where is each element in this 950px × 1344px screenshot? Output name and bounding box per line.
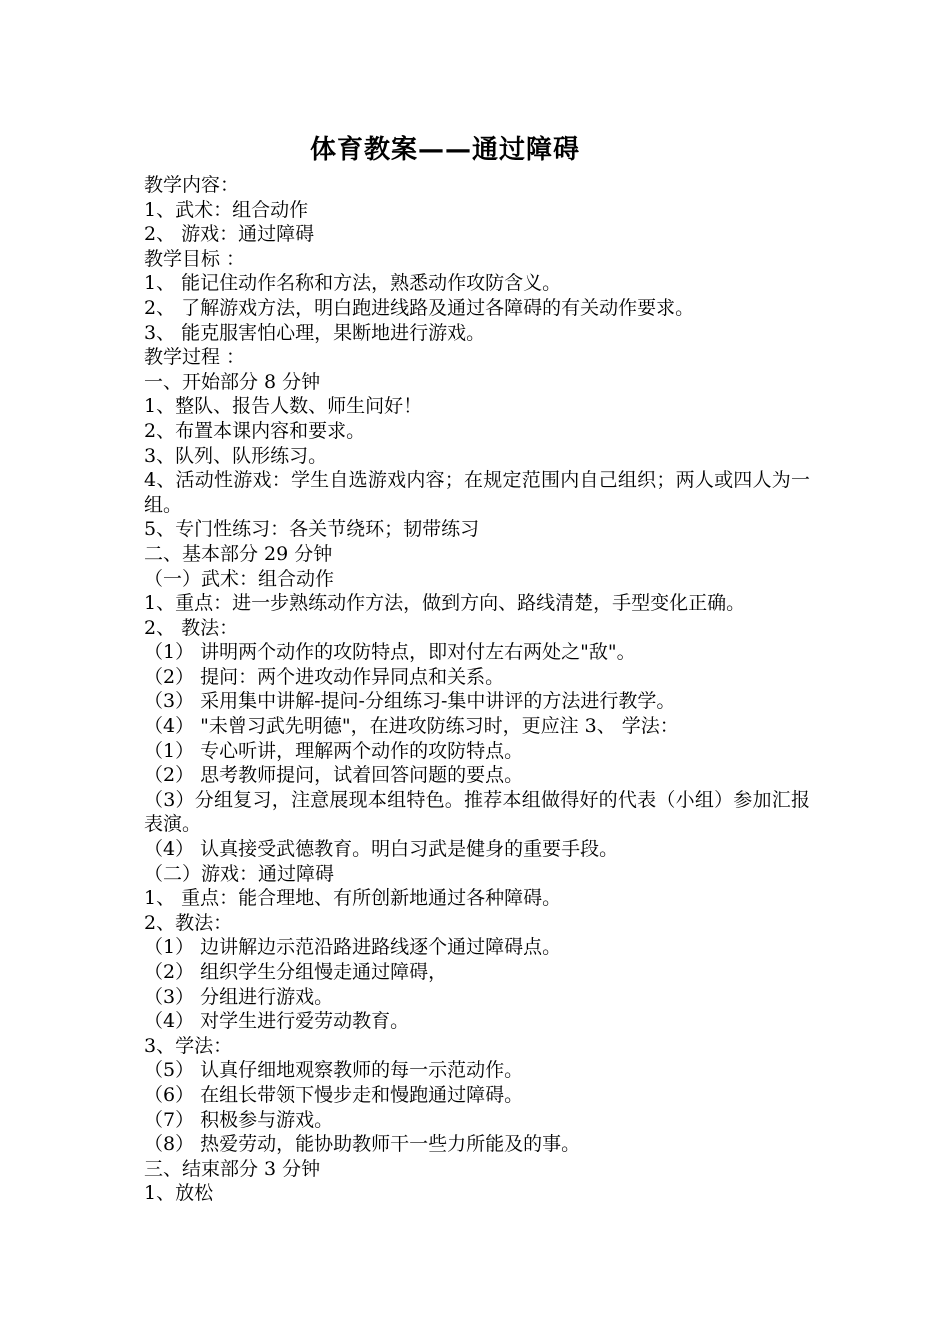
process-item: 3、队列、队形练习。 (144, 444, 328, 467)
section-heading-content: 教学内容： (144, 174, 240, 196)
wushu-item: （4） 认真接受武德教育。明白习武是健身的重要手段。 (144, 838, 619, 861)
game-item: 3、学法： (144, 1034, 233, 1057)
wushu-item: 2、 教法： (144, 616, 239, 639)
game-item: 2、教法： (144, 911, 233, 934)
content-item: 1、武术：组合动作 (144, 198, 309, 221)
subsection-heading-game: （二）游戏：通过障碍 (144, 862, 335, 885)
process-item: 1、整队、报告人数、师生问好！ (144, 395, 423, 418)
goal-item: 1、 能记住动作名称和方法，熟悉动作攻防含义。 (144, 272, 562, 295)
wushu-item: （3） 采用集中讲解-提问-分组练习-集中讲评的方法进行教学。 (144, 690, 676, 713)
section-heading-process: 教学过程 ： (144, 346, 246, 369)
goal-item: 2、 了解游戏方法，明白跑进线路及通过各障碍的有关动作要求。 (144, 296, 695, 319)
game-item: （4） 对学生进行爱劳动教育。 (144, 1010, 410, 1033)
wushu-item: （3）分组复习，注意展现本组特色。推荐本组做得好的代表（小组）参加汇报表演。 (144, 788, 810, 836)
section-heading-goals: 教学目标 ： (144, 247, 246, 270)
wushu-item: （2） 提问：两个进攻动作异同点和关系。 (144, 665, 505, 688)
part-heading-basic: 二、基本部分 29 分钟 (144, 542, 333, 565)
content-item: 2、 游戏：通过障碍 (144, 223, 315, 246)
process-item: 4、活动性游戏：学生自选游戏内容；在规定范围内自己组织；两人或四人为一组。 (144, 469, 810, 516)
wushu-item: （4） "未曾习武先明德"，在进攻防练习时，更应注 3、 学法： (144, 715, 679, 738)
document-body (144, 173, 810, 1206)
game-item: （1） 边讲解边示范沿路进路线逐个通过障碍点。 (144, 936, 562, 959)
game-item: （6） 在组长带领下慢步走和慢跑通过障碍。 (144, 1083, 524, 1106)
wushu-item: （2） 思考教师提问，试着回答问题的要点。 (144, 764, 524, 787)
part-heading-end: 三、结束部分 3 分钟 (144, 1157, 321, 1180)
end-item: 1、放松 (144, 1182, 214, 1205)
game-item: （2） 组织学生分组慢走通过障碍， (144, 961, 448, 983)
game-item: （7） 积极参与游戏。 (144, 1108, 334, 1131)
game-item: （8） 热爱劳动，能协助教师干一些力所能及的事。 (144, 1133, 581, 1156)
wushu-item: （1） 专心听讲，理解两个动作的攻防特点。 (144, 739, 524, 762)
process-item: 2、布置本课内容和要求。 (144, 419, 366, 442)
game-item: 1、 重点：能合理地、有所创新地通过各种障碍。 (144, 887, 562, 910)
process-item: 5、专门性练习：各关节绕环；韧带练习 (144, 518, 480, 541)
game-item: （5） 认真仔细地观察教师的每一示范动作。 (144, 1059, 524, 1082)
wushu-item: 1、重点：进一步熟练动作方法，做到方向、路线清楚，手型变化正确。 (144, 592, 746, 615)
subsection-heading-wushu: （一）武术：组合动作 (144, 567, 335, 590)
document-title: 体育教案——通过障碍 (309, 135, 580, 165)
wushu-item: （1） 讲明两个动作的攻防特点，即对付左右两处之"敌"。 (144, 641, 636, 664)
game-item: （3） 分组进行游戏。 (144, 985, 334, 1008)
goal-item: 3、 能克服害怕心理，果断地进行游戏。 (144, 321, 486, 344)
part-heading-start: 一、开始部分 8 分钟 (144, 370, 321, 393)
